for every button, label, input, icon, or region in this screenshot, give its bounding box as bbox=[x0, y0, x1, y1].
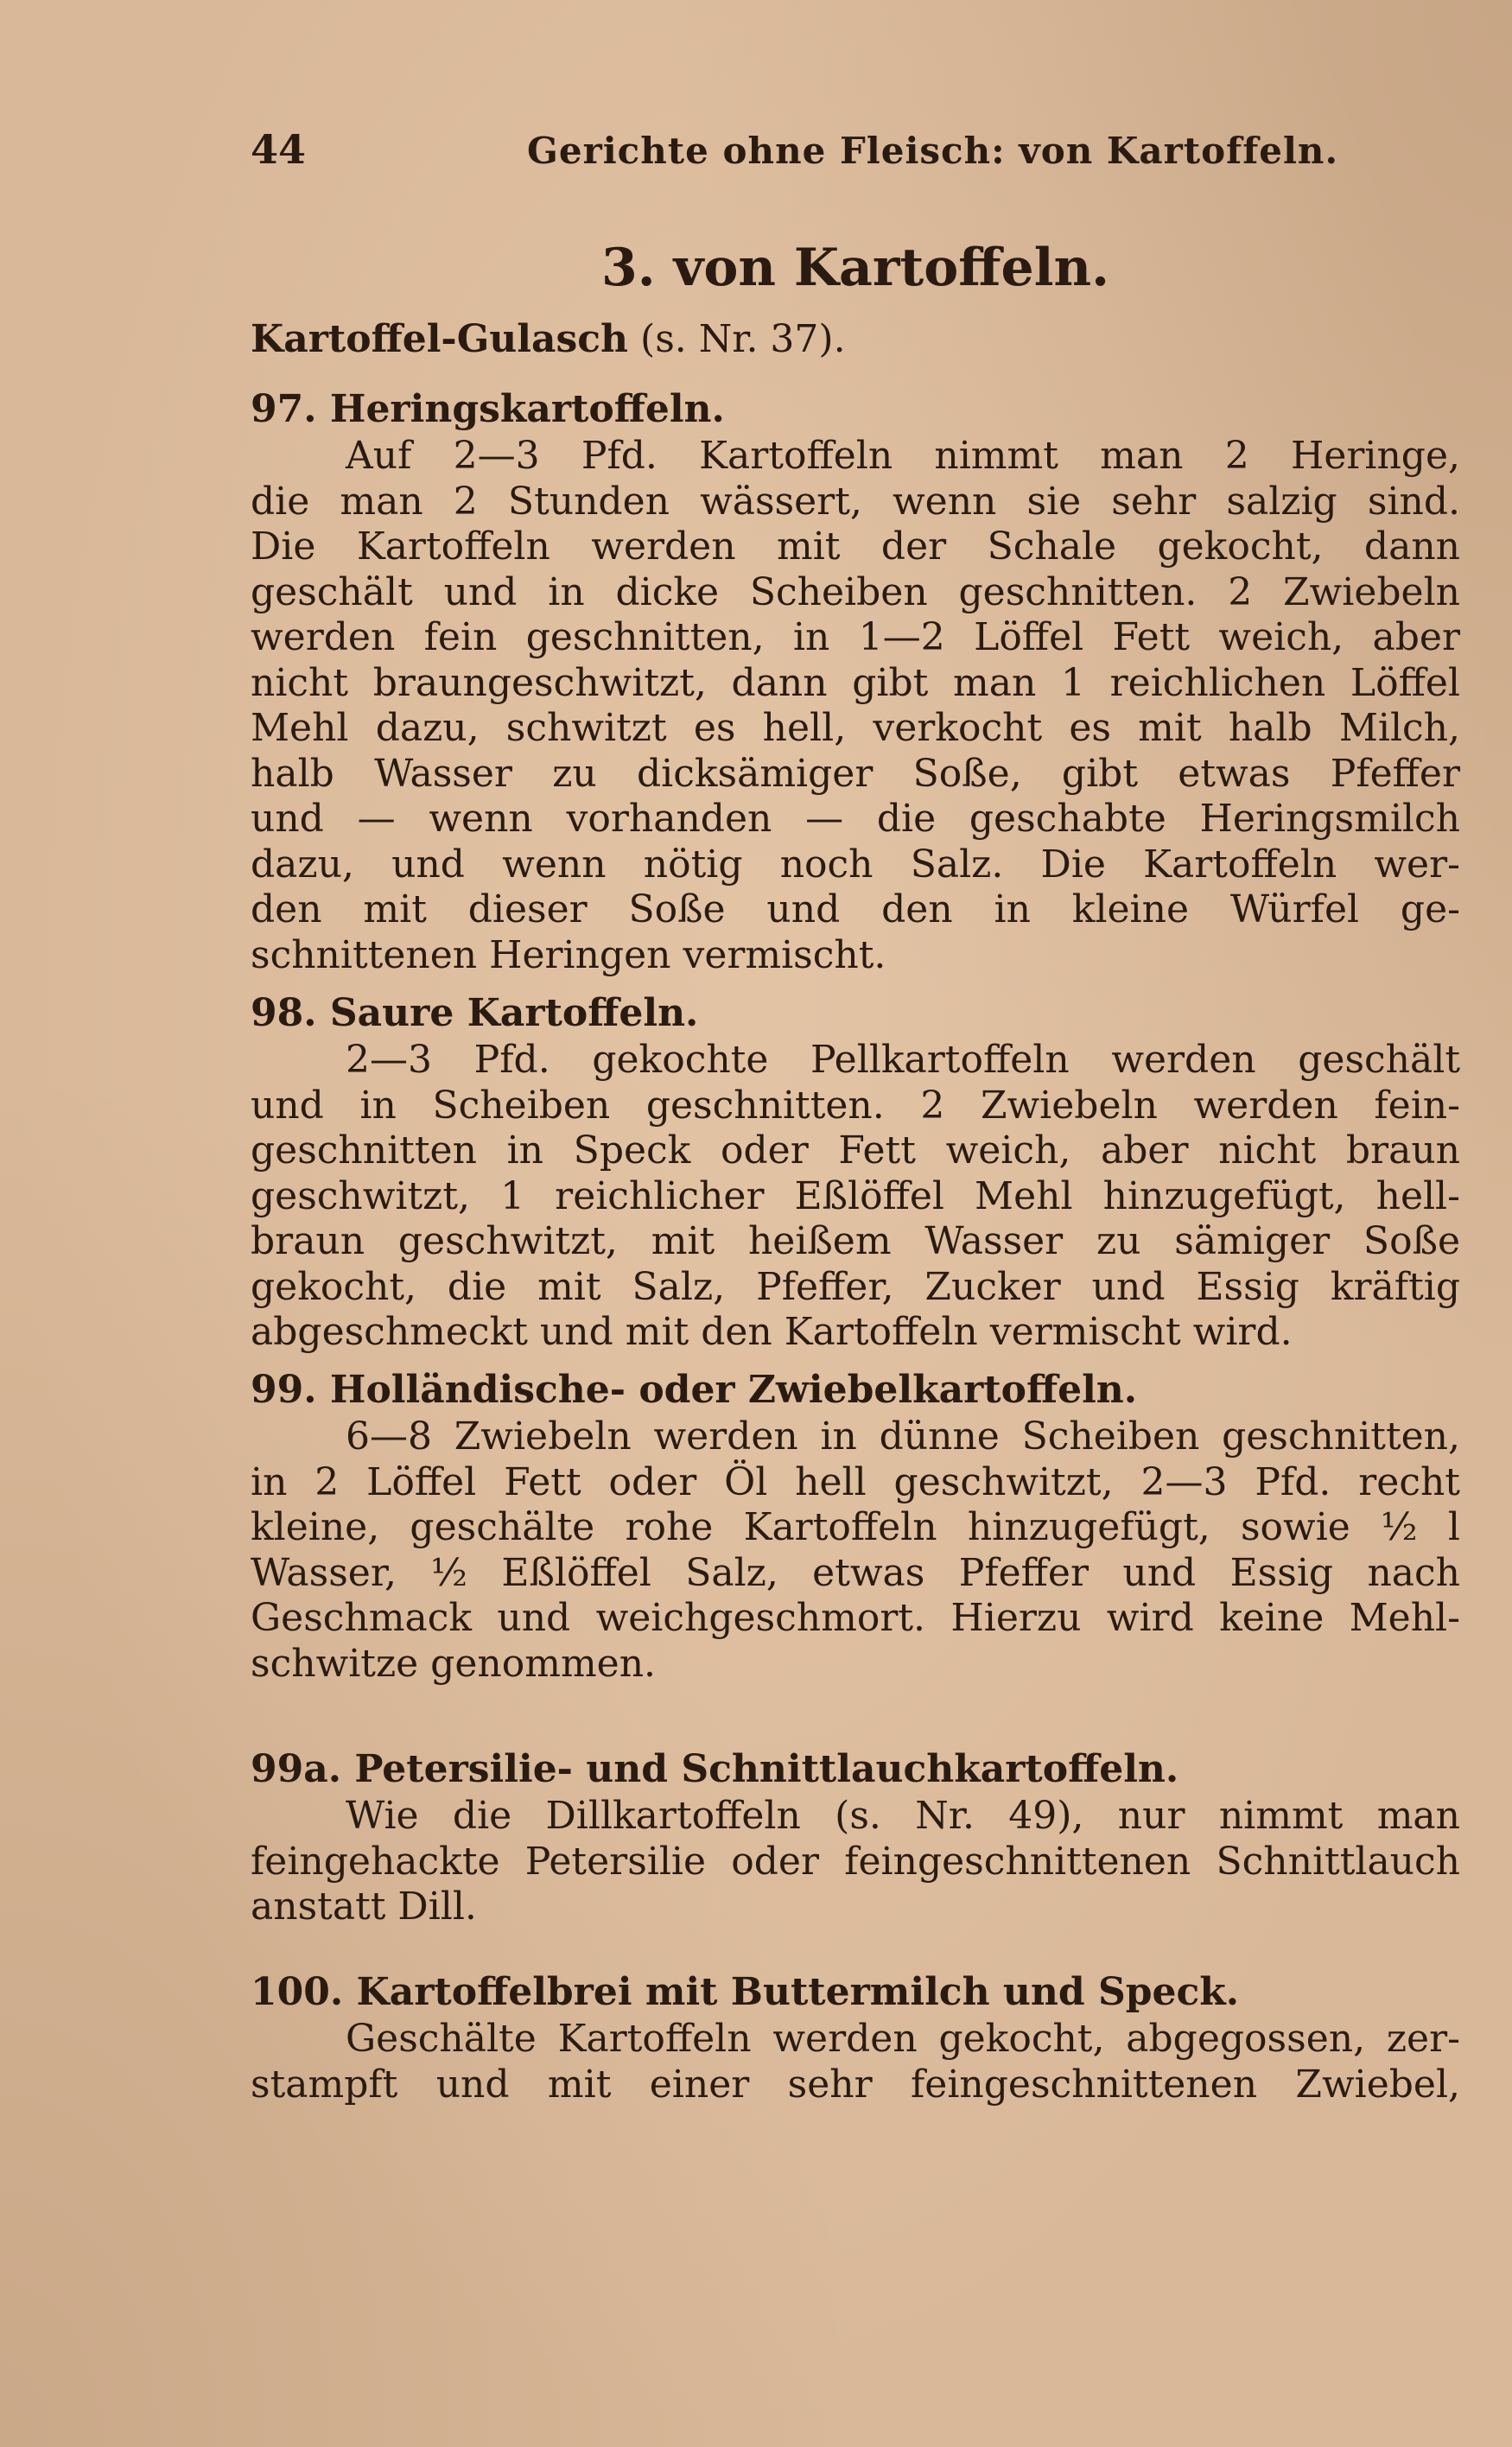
recipe-line: Wie die Dillkartoffeln (s. Nr. 49), nur nimmt man bbox=[346, 1794, 1460, 1838]
recipe-line: 6—8 Zwiebeln werden in dünne Scheiben geschnitten, bbox=[346, 1414, 1460, 1459]
recipe-line: Geschälte Kartoffeln werden gekocht, abgegossen, zer- bbox=[346, 2017, 1460, 2061]
recipe-line: den mit dieser Soße und den in kleine Würfel ge- bbox=[251, 887, 1460, 931]
recipe-line: abgeschmeckt und mit den Kartoffeln vermischt wird. bbox=[251, 1310, 1293, 1354]
recipe-title: 99a. Petersilie- und Schnittlauchkartoffeln. bbox=[251, 1747, 1179, 1791]
recipe-line: halb Wasser zu dicksämiger Soße, gibt etwas Pfeffer bbox=[251, 751, 1460, 796]
recipe-line: Mehl dazu, schwitzt es hell, verkocht es mit halb Milch, bbox=[251, 706, 1460, 750]
recipe-line: die man 2 Stunden wässert, wenn sie sehr salzig sind. bbox=[251, 479, 1460, 524]
recipe-100 bbox=[251, 1968, 1460, 2107]
recipe-line: geschwitzt, 1 reichlicher Eßlöffel Mehl hinzugefügt, hell- bbox=[251, 1173, 1460, 1218]
recipe-line: feingehackte Petersilie oder feingeschnittenen Schnittlauch bbox=[251, 1839, 1460, 1884]
recipe-title: 97. Heringskartoffeln. bbox=[251, 387, 725, 431]
recipe-97 bbox=[251, 385, 1460, 978]
page-number: 44 bbox=[251, 126, 307, 173]
section-title: 3. von Kartoffeln. bbox=[600, 238, 1110, 298]
book-page bbox=[251, 121, 1460, 2411]
recipe-line: 2—3 Pfd. gekochte Pellkartoffeln werden geschält bbox=[346, 1038, 1460, 1082]
running-head bbox=[251, 121, 1460, 181]
recipe-line: geschält und in dicke Scheiben geschnitten. 2 Zwiebeln bbox=[251, 569, 1460, 614]
recipe-line: und — wenn vorhanden — die geschabte Heringsmilch bbox=[251, 797, 1460, 841]
gulasch-crossref: (s. Nr. 37). bbox=[628, 317, 846, 361]
recipe-line: braun geschwitzt, mit heißem Wasser zu sämiger Soße bbox=[251, 1219, 1460, 1263]
recipe-line: und in Scheiben geschnitten. 2 Zwiebeln werden fein- bbox=[251, 1083, 1460, 1128]
recipe-99 bbox=[251, 1366, 1460, 1687]
recipe-line: stampft und mit einer sehr feingeschnittenen Zwiebel, bbox=[251, 2062, 1460, 2107]
running-head-title: Gerichte ohne Fleisch: von Kartoffeln. bbox=[527, 130, 1339, 172]
gulasch-reference bbox=[251, 315, 1460, 364]
recipe-line: gekocht, die mit Salz, Pfeffer, Zucker und Essig kräftig bbox=[251, 1264, 1460, 1309]
gulasch-heading bbox=[251, 315, 1460, 364]
recipe-line: in 2 Löffel Fett oder Öl hell geschwitzt, 2—3 Pfd. recht bbox=[251, 1459, 1460, 1504]
recipe-line: werden fein geschnitten, in 1—2 Löffel Fett weich, aber bbox=[251, 615, 1460, 659]
recipe-line: geschnitten in Speck oder Fett weich, aber nicht braun bbox=[251, 1128, 1460, 1173]
recipe-title: 98. Saure Kartoffeln. bbox=[251, 991, 699, 1035]
recipe-line: Wasser, ½ Eßlöffel Salz, etwas Pfeffer und Essig nach bbox=[251, 1550, 1460, 1595]
recipe-line: schwitze genommen. bbox=[251, 1641, 657, 1686]
recipe-98 bbox=[251, 989, 1460, 1356]
recipe-line: Geschmack und weichgeschmort. Hierzu wird keine Mehl- bbox=[251, 1596, 1460, 1640]
recipe-line: Auf 2—3 Pfd. Kartoffeln nimmt man 2 Heringe, bbox=[346, 434, 1460, 478]
recipe-99a bbox=[251, 1745, 1460, 1930]
recipe-line: Die Kartoffeln werden mit der Schale gekocht, dann bbox=[251, 524, 1460, 569]
recipe-line: dazu, und wenn nötig noch Salz. Die Kartoffeln wer- bbox=[251, 842, 1460, 887]
recipe-line: schnittenen Heringen vermischt. bbox=[251, 932, 886, 977]
recipe-line: nicht braungeschwitzt, dann gibt man 1 reichlichen Löffel bbox=[251, 660, 1460, 705]
gulasch-title: Kartoffel-Gulasch bbox=[251, 317, 629, 361]
recipe-title: 100. Kartoffelbrei mit Buttermilch und Speck. bbox=[251, 1970, 1240, 2014]
recipe-title: 99. Holländische- oder Zwiebelkartoffeln. bbox=[251, 1368, 1138, 1412]
recipe-line: anstatt Dill. bbox=[251, 1885, 477, 1929]
recipe-line: kleine, geschälte rohe Kartoffeln hinzugefügt, sowie ½ l bbox=[251, 1505, 1460, 1549]
